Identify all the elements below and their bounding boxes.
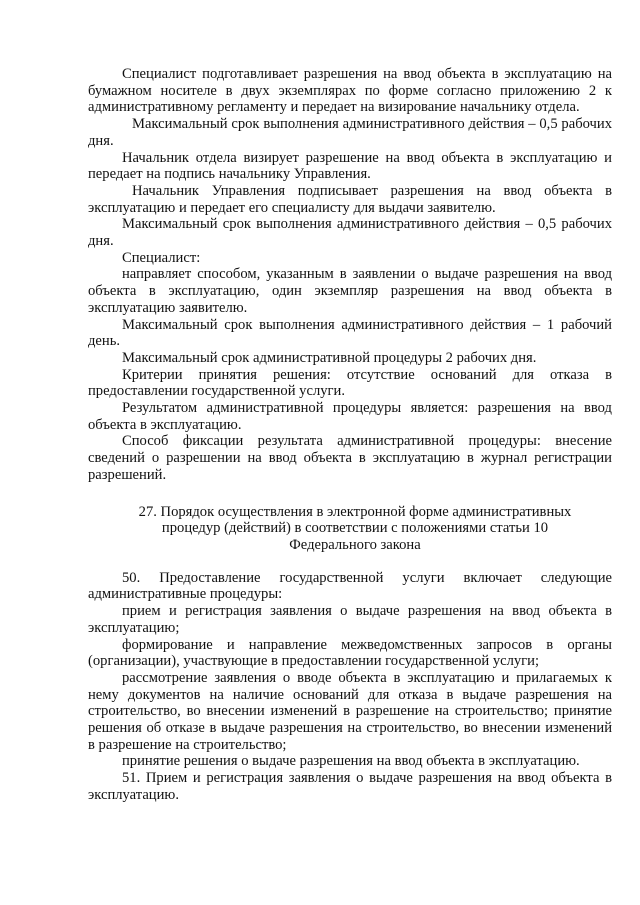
section-heading-line: процедур (действий) в соответствии с положениями статьи 10 [161, 520, 549, 537]
paragraph: Максимальный срок выполнения административного действия – 0,5 рабочих дня. [88, 116, 612, 149]
paragraph: направляет способом, указанным в заявлении о выдаче разрешения на ввод объекта в эксплуатацию, один экземпляр разрешения на ввод объекта в эксплуатацию заявителю. [88, 266, 612, 316]
paragraph: Начальник Управления подписывает разрешения на ввод объекта в эксплуатацию и передает его специалисту для выдачи заявителю. [88, 182, 612, 216]
paragraph: 51. Прием и регистрация заявления о выдаче разрешения на ввод объекта в эксплуатацию. [88, 770, 612, 803]
paragraph: Максимальный срок выполнения административного действия – 1 рабочий день. [88, 316, 612, 350]
section-heading-line: 27. Порядок осуществления в электронной форме административных [138, 503, 572, 520]
paragraph: Способ фиксации результата административной процедуры: внесение сведений о разрешении на ввод объекта в эксплуатацию в журнал регистрации разрешений. [88, 433, 612, 483]
paragraph: принятие решения о выдаче разрешения на ввод объекта в эксплуатацию. [122, 753, 580, 770]
spacer [88, 554, 612, 570]
paragraph: Критерии принятия решения: отсутствие оснований для отказа в предоставлении государственной услуги. [88, 366, 612, 400]
paragraph: Специалист подготавливает разрешения на ввод объекта в эксплуатацию на бумажном носителе в двух экземплярах по форме согласно приложению 2 к административному регламенту и передает на визирование начальнику отдела. [88, 66, 612, 116]
paragraph: прием и регистрация заявления о выдаче разрешения на ввод объекта в эксплуатацию; [88, 603, 612, 636]
paragraph: рассмотрение заявления о вводе объекта в эксплуатацию и прилагаемых к нему документов на наличие оснований для отказа в выдаче разрешения на строительство, во внесении изменений в разрешение на строительство; принятие решения об отказе в выдаче разрешения на строительство, во внесении изменений в разрешение на строительство; [88, 669, 612, 753]
section-heading [88, 504, 612, 554]
paragraph: Результатом административной процедуры является: разрешения на ввод объекта в эксплуатацию. [88, 400, 612, 433]
paragraph: формирование и направление межведомственных запросов в органы (организации), участвующие в предоставлении государственной услуги; [88, 636, 612, 670]
paragraph: Начальник отдела визирует разрешение на ввод объекта в эксплуатацию и передает на подпись начальнику Управления. [88, 149, 612, 183]
paragraph: Максимальный срок выполнения административного действия – 0,5 рабочих дня. [88, 216, 612, 250]
paragraph: Специалист: [122, 249, 201, 266]
paragraph: Максимальный срок административной процедуры 2 рабочих дня. [122, 349, 537, 366]
paragraph: 50. Предоставление государственной услуги включает следующие административные процедуры: [88, 569, 612, 603]
section-heading-line: Федерального закона [289, 536, 421, 553]
